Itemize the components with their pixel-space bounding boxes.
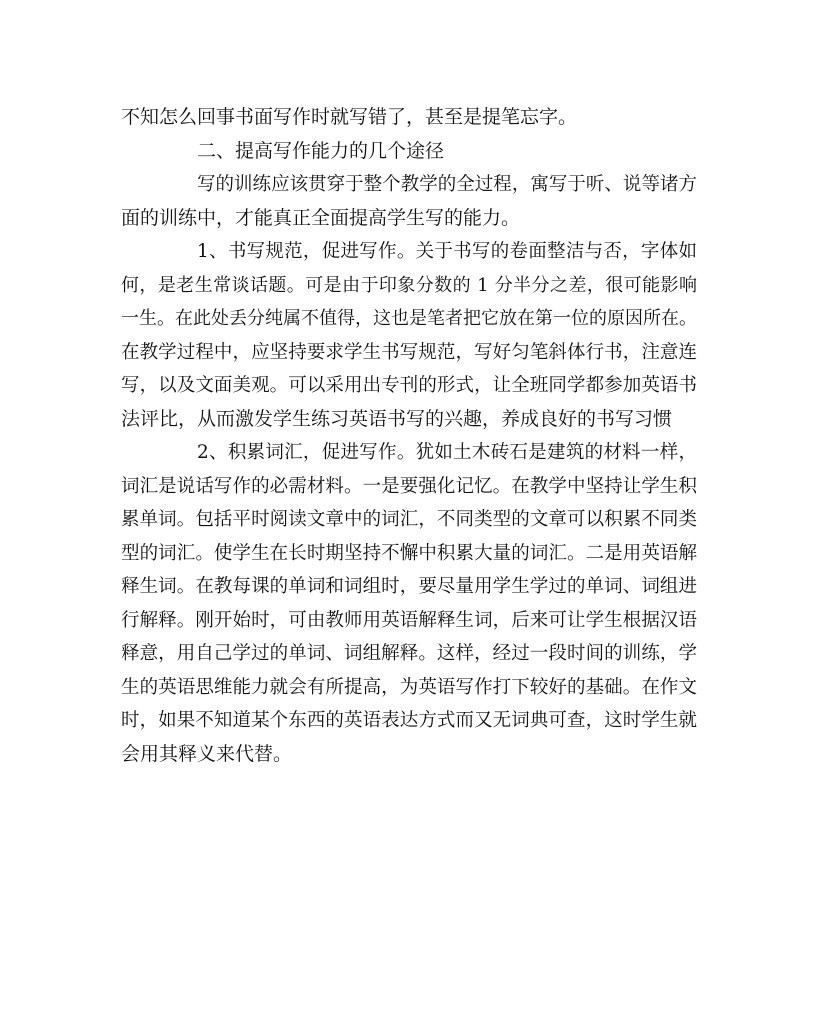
text-line: 释生词。在教每课的单词和词组时，要尽量用学生学过的单词、词组进 <box>121 576 697 597</box>
text-line: 一生。在此处丢分纯属不值得，这也是笔者把它放在第一位的原因所在。 <box>121 308 697 329</box>
text-line: 行解释。刚开始时，可由教师用英语解释生词，后来可让学生根据汉语 <box>121 609 697 631</box>
text-line: 在教学过程中，应坚持要求学生书写规范，写好匀笔斜体行书，注意连 <box>121 341 697 363</box>
text-line: 不知怎么回事书面写作时就写错了，甚至是提笔忘字。 <box>121 106 578 128</box>
text-line: 面的训练中，才能真正全面提高学生写的能力。 <box>121 206 521 229</box>
text-line: 型的词汇。使学生在长时期坚持不懈中积累大量的词汇。二是用英语解 <box>121 542 697 564</box>
text-line: 何，是老生常谈话题。可是由于印象分数的 1 分半分之差，很可能影响 <box>121 274 697 296</box>
text-line: 写的训练应该贯穿于整个教学的全过程，寓写于听、说等诸方 <box>197 174 697 195</box>
text-line: 释意，用自己学过的单词、词组解释。这样，经过一段时间的训练，学 <box>121 643 697 664</box>
text-line: 生的英语思维能力就会有所提高，为英语写作打下较好的基础。在作文 <box>121 676 697 698</box>
section-heading: 二、提高写作能力的几个途径 <box>197 139 445 162</box>
text-line: 1、书写规范，促进写作。关于书写的卷面整洁与否，字体如 <box>197 241 697 262</box>
text-line: 会用其释义来代替。 <box>121 742 293 765</box>
text-line: 法评比，从而激发学生练习英语书写的兴趣，养成良好的书写习惯 <box>121 407 673 430</box>
text-line: 累单词。包括平时阅读文章中的词汇，不同类型的文章可以积累不同类 <box>121 509 697 530</box>
text-line: 写，以及文面美观。可以采用出专刊的形式，让全班同学都参加英语书 <box>121 375 697 396</box>
text-line: 词汇是说话写作的必需材料。一是要强化记忆。在教学中坚持让学生积 <box>121 475 697 497</box>
text-line: 2、积累词汇，促进写作。犹如土木砖石是建筑的材料一样， <box>197 442 697 463</box>
text-line: 时，如果不知道某个东西的英语表达方式而又无词典可查，这时学生就 <box>121 710 697 731</box>
document-body <box>121 101 697 771</box>
